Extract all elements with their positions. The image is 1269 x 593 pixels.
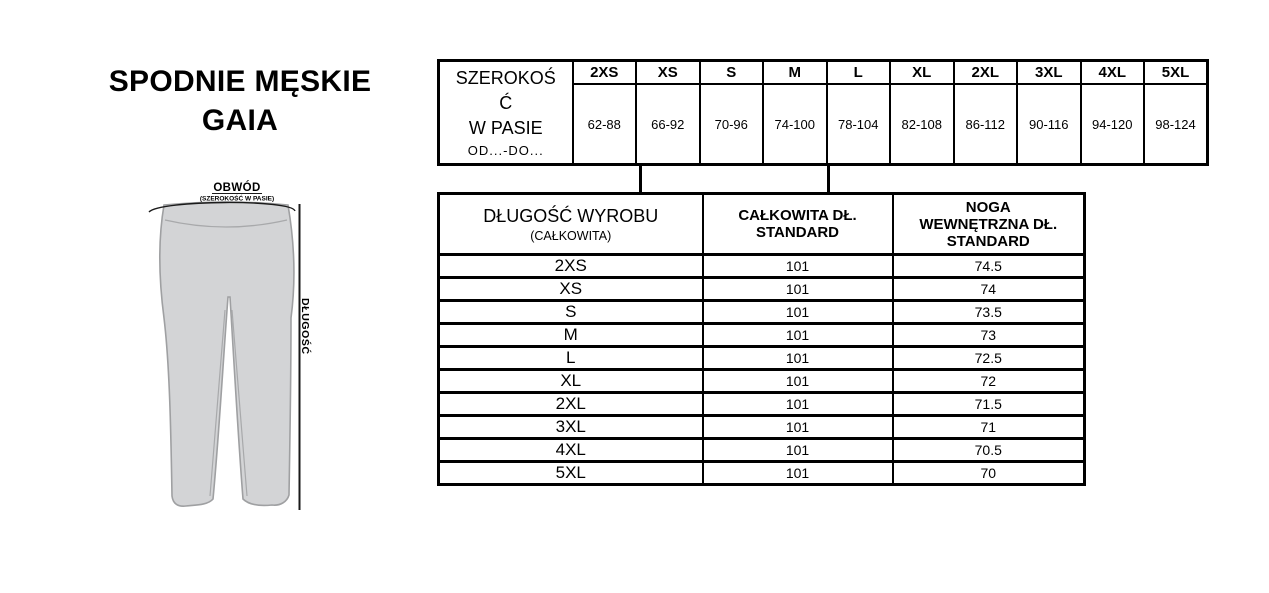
length-size-cell: 3XL: [439, 416, 703, 439]
length-table-title-cell: [439, 194, 703, 255]
waist-table-title-sub: OD...-DO...: [467, 142, 544, 158]
length-size-cell: M: [439, 324, 703, 347]
inner-leg-header-line3: STANDARD: [946, 232, 1030, 250]
waist-range-2xl: 86-112: [954, 84, 1018, 165]
inner-leg-cell: 72.5: [893, 347, 1085, 370]
size-header-3xl: 3XL: [1017, 61, 1081, 85]
waist-table-title-line1: SZEROKOŚ: [455, 67, 556, 88]
length-size-cell: 5XL: [439, 462, 703, 485]
waist-range-2xs: 62-88: [573, 84, 637, 165]
page-title: [55, 62, 425, 140]
length-table-title: DŁUGOŚĆ WYROBU: [483, 205, 659, 226]
length-size-cell: 2XL: [439, 393, 703, 416]
inner-leg-cell: 73.5: [893, 301, 1085, 324]
inner-leg-cell: 70.5: [893, 439, 1085, 462]
inner-leg-cell: 74.5: [893, 255, 1085, 278]
length-row-4xl: [439, 439, 1085, 462]
size-header-xs: XS: [636, 61, 700, 85]
total-length-cell: 101: [703, 393, 893, 416]
waist-range-xs: 66-92: [636, 84, 700, 165]
total-length-cell: 101: [703, 301, 893, 324]
length-row-xl: [439, 370, 1085, 393]
waist-table-title-line3: W PASIE: [468, 117, 543, 138]
size-header-s: S: [700, 61, 764, 85]
size-header-row: [439, 61, 1208, 85]
length-measure-label: DŁUGOŚĆ: [299, 298, 311, 355]
inner-leg-header-line2: WEWNĘTRZNA DŁ.: [919, 215, 1058, 233]
length-row-s: [439, 301, 1085, 324]
inner-leg-cell: 71: [893, 416, 1085, 439]
table-connector-line-left: [639, 166, 642, 192]
page-title-line2: GAIA: [201, 104, 279, 137]
waist-range-xl: 82-108: [890, 84, 954, 165]
waist-range-l: 78-104: [827, 84, 891, 165]
length-row-2xl: [439, 393, 1085, 416]
length-size-cell: XL: [439, 370, 703, 393]
inner-leg-cell: 72: [893, 370, 1085, 393]
inner-leg-cell: 74: [893, 278, 1085, 301]
total-length-cell: 101: [703, 278, 893, 301]
total-length-header-cell: [703, 194, 893, 255]
total-length-header-line2: STANDARD: [755, 224, 840, 241]
total-length-cell: 101: [703, 416, 893, 439]
total-length-cell: 101: [703, 462, 893, 485]
length-size-cell: 4XL: [439, 439, 703, 462]
waist-table-title-cell: [439, 61, 573, 165]
page-title-line1: SPODNIE MĘSKIE: [108, 65, 372, 98]
table-connector-line-right: [827, 166, 830, 192]
total-length-cell: 101: [703, 347, 893, 370]
product-length-table: [437, 192, 1086, 486]
length-table-header-row: [439, 194, 1085, 255]
length-row-m: [439, 324, 1085, 347]
length-size-cell: 2XS: [439, 255, 703, 278]
waist-range-3xl: 90-116: [1017, 84, 1081, 165]
waist-range-s: 70-96: [700, 84, 764, 165]
waist-width-table: [437, 59, 1209, 166]
waist-table-title-line2: Ć: [499, 92, 513, 113]
length-size-cell: XS: [439, 278, 703, 301]
total-length-cell: 101: [703, 255, 893, 278]
waist-range-m: 74-100: [763, 84, 827, 165]
length-row-l: [439, 347, 1085, 370]
waist-measure-sublabel: (SZEROKOŚĆ W PASIE): [199, 195, 275, 203]
size-header-xl: XL: [890, 61, 954, 85]
length-row-2xs: [439, 255, 1085, 278]
length-row-xs: [439, 278, 1085, 301]
inner-leg-header-cell: [893, 194, 1085, 255]
waist-range-5xl: 98-124: [1144, 84, 1208, 165]
waist-range-4xl: 94-120: [1081, 84, 1145, 165]
length-table-title-sub: (CAŁKOWITA): [530, 228, 612, 243]
size-header-4xl: 4XL: [1081, 61, 1145, 85]
length-row-3xl: [439, 416, 1085, 439]
trousers-shape: [160, 202, 294, 506]
total-length-cell: 101: [703, 439, 893, 462]
size-header-2xl: 2XL: [954, 61, 1018, 85]
total-length-cell: 101: [703, 324, 893, 347]
size-header-m: M: [763, 61, 827, 85]
waist-measure-label: OBWÓD: [213, 182, 261, 194]
length-size-cell: L: [439, 347, 703, 370]
inner-leg-cell: 70: [893, 462, 1085, 485]
inner-leg-cell: 71.5: [893, 393, 1085, 416]
size-header-2xs: 2XS: [573, 61, 637, 85]
inner-leg-header-line1: NOGA: [965, 198, 1011, 216]
total-length-header-line1: CAŁKOWITA DŁ.: [738, 207, 857, 224]
size-header-5xl: 5XL: [1144, 61, 1208, 85]
trousers-diagram: [138, 176, 333, 518]
size-header-l: L: [827, 61, 891, 85]
inner-leg-cell: 73: [893, 324, 1085, 347]
length-size-cell: S: [439, 301, 703, 324]
total-length-cell: 101: [703, 370, 893, 393]
length-row-5xl: [439, 462, 1085, 485]
